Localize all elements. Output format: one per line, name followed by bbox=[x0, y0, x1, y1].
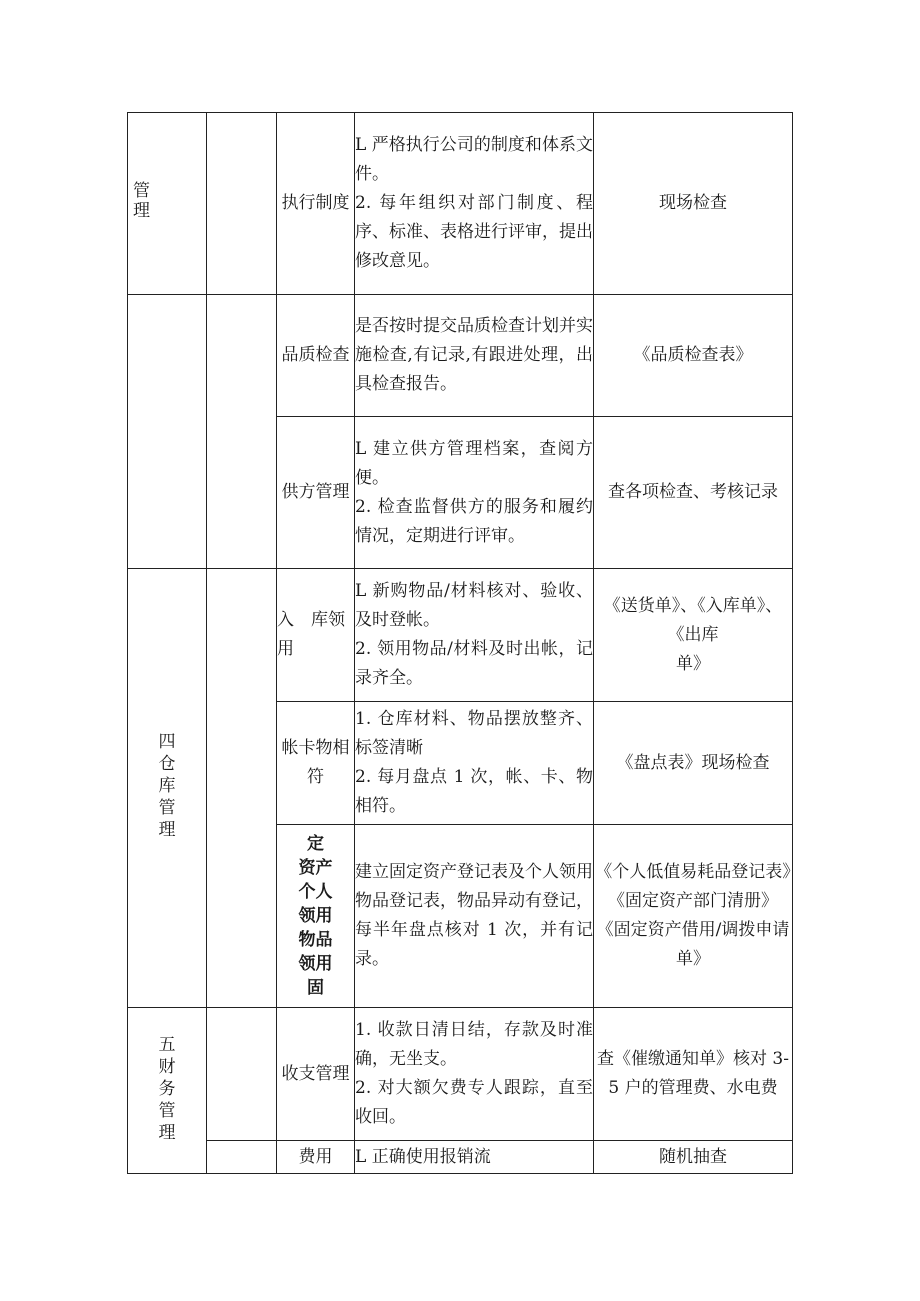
check-method-line: 《固定资产借用/调拨申请单》 bbox=[596, 920, 790, 969]
standard-line: L 严格执行公司的制度和体系文件。 bbox=[355, 135, 593, 184]
standard-line: 1. 仓库材料、物品摆放整齐、标签清晰 bbox=[355, 709, 593, 758]
category-cell bbox=[128, 1008, 207, 1174]
standard-line: L 新购物品/材料核对、验收、及时登帐。 bbox=[355, 581, 593, 630]
item-label-line: 物品 bbox=[298, 930, 333, 950]
item-cell bbox=[277, 295, 355, 417]
item-cell bbox=[277, 113, 355, 295]
item-label: 执行制度 bbox=[281, 193, 350, 213]
item-label-line: 定 bbox=[307, 834, 324, 854]
item-cell bbox=[277, 1008, 355, 1141]
inspection-standard-table bbox=[127, 112, 793, 1174]
standard-cell bbox=[355, 417, 594, 569]
item-label-line: 领用 bbox=[298, 906, 333, 926]
empty-cell bbox=[207, 1141, 277, 1174]
check-method-cell bbox=[594, 569, 793, 702]
check-method: 查各项检查、考核记录 bbox=[608, 482, 778, 502]
empty-cell bbox=[207, 569, 277, 1008]
standard-line: 2. 检查监督供方的服务和履约情况，定期进行评审。 bbox=[355, 496, 593, 546]
table-row bbox=[128, 569, 793, 702]
table-row bbox=[128, 1008, 793, 1141]
category-label: 管理 bbox=[133, 181, 150, 221]
standard-cell bbox=[355, 1141, 594, 1174]
standard-line: 2. 每月盘点 1 次，帐、卡、物相符。 bbox=[355, 767, 593, 816]
empty-cell bbox=[207, 295, 277, 569]
standard-line: 2. 领用物品/材料及时出帐，记录齐全。 bbox=[355, 639, 593, 688]
item-label: 品质检查 bbox=[281, 345, 350, 365]
check-method-line: 《个人低值易耗品登记表》《固定资产部门清册》 bbox=[595, 862, 791, 911]
check-method-cell bbox=[594, 1008, 793, 1141]
item-label-line: 个人 bbox=[298, 882, 333, 902]
standard-cell bbox=[355, 569, 594, 702]
check-method: 现场检查 bbox=[659, 193, 727, 213]
category-cell bbox=[128, 295, 207, 569]
check-method: 《品质检查表》 bbox=[633, 345, 753, 365]
item-cell bbox=[277, 417, 355, 569]
check-method-line: 《送货单》、《入库单》、《出库 bbox=[603, 595, 783, 645]
category-cell bbox=[128, 569, 207, 1008]
empty-cell bbox=[207, 1008, 277, 1141]
check-method-cell bbox=[594, 825, 793, 1008]
item-cell bbox=[277, 1141, 355, 1174]
standard-line: L 正确使用报销流 bbox=[355, 1146, 491, 1167]
category-label: 五财务管理 bbox=[158, 1034, 176, 1143]
check-method-cell bbox=[594, 1141, 793, 1174]
standard-cell bbox=[355, 295, 594, 417]
check-method: 查《催缴通知单》核对 3-5 户的管理费、水电费 bbox=[597, 1049, 789, 1098]
check-method-cell bbox=[594, 702, 793, 825]
table-row bbox=[128, 1141, 793, 1174]
standard-cell bbox=[355, 1008, 594, 1141]
standard-line: 建立固定资产登记表及个人领用物品登记表，物品异动有登记，每半年盘点核对 1 次，并有记录。 bbox=[355, 862, 593, 969]
check-method: 《盘点表》现场检查 bbox=[616, 752, 770, 773]
standard-line: 是否按时提交品质检查计划并实施检查,有记录,有跟进处理，出具检查报告。 bbox=[355, 316, 593, 394]
item-cell bbox=[277, 569, 355, 702]
standard-line: 2. 对大额欠费专人跟踪，直至收回。 bbox=[355, 1078, 593, 1127]
standard-cell bbox=[355, 113, 594, 295]
category-cell bbox=[128, 113, 207, 295]
check-method-cell bbox=[594, 113, 793, 295]
standard-cell bbox=[355, 825, 594, 1008]
standard-line: 2. 每年组织对部门制度、程序、标准、表格进行评审，提出修改意见。 bbox=[355, 193, 593, 271]
empty-cell bbox=[207, 113, 277, 295]
item-label-line: 固 bbox=[307, 978, 324, 998]
check-method: 随机抽查 bbox=[659, 1146, 727, 1167]
item-cell bbox=[277, 825, 355, 1008]
table-row bbox=[128, 113, 793, 295]
item-label: 帐卡物相符 bbox=[281, 738, 350, 787]
check-method-cell bbox=[594, 417, 793, 569]
item-label: 供方管理 bbox=[281, 482, 350, 502]
item-label: 收支管理 bbox=[281, 1063, 350, 1084]
item-cell bbox=[277, 702, 355, 825]
category-label: 四仓库管理 bbox=[158, 732, 176, 840]
table-row bbox=[128, 295, 793, 417]
check-method-cell bbox=[594, 295, 793, 417]
item-label: 费用 bbox=[298, 1146, 333, 1167]
standard-line: L 建立供方管理档案，查阅方便。 bbox=[355, 438, 593, 488]
standard-cell bbox=[355, 702, 594, 825]
item-label-line: 资产 bbox=[298, 858, 333, 878]
standard-line: 1. 收款日清日结，存款及时准确，无坐支。 bbox=[355, 1020, 593, 1069]
check-method-line: 单》 bbox=[676, 653, 710, 674]
item-label: 入 库领用 bbox=[277, 610, 345, 659]
item-label-line: 领用 bbox=[298, 954, 333, 974]
